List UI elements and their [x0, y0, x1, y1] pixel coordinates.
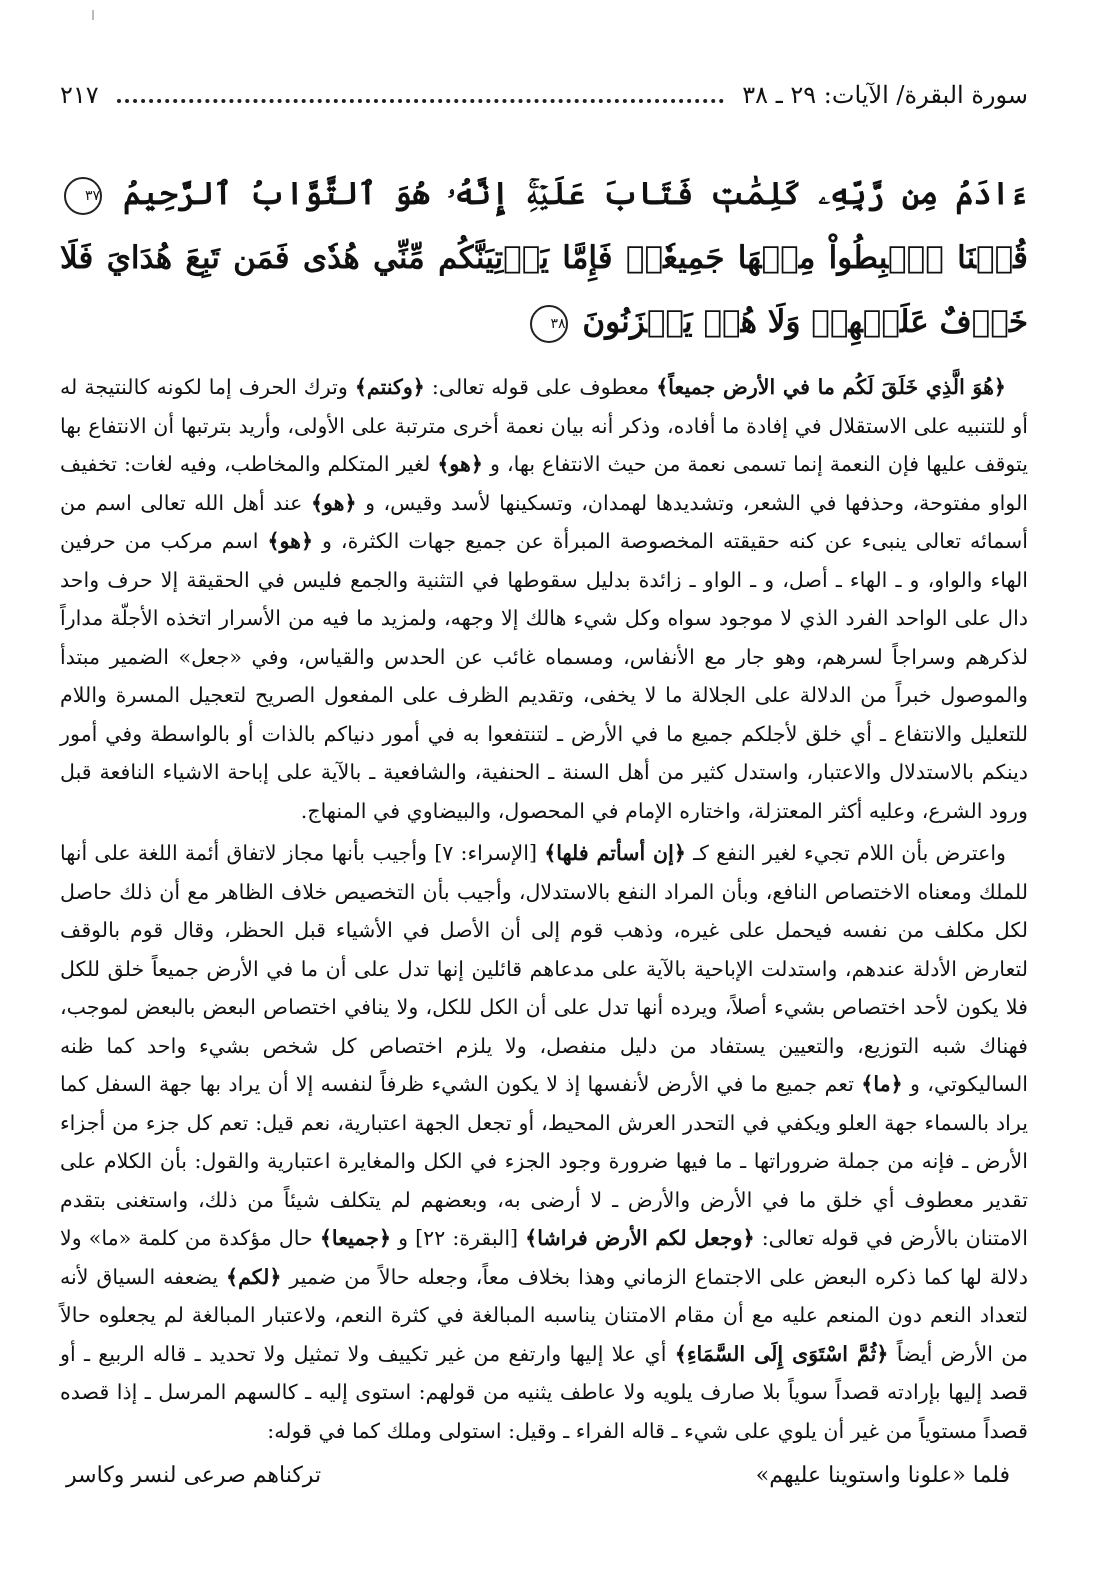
commentary-span: أي علا إليها وارتفع من غير تكييف ولا تمثيل ولا تحديد ـ قاله الربيع ـ أو قصد إليها بإرادته قصداً سوياً بلا صارف يلويه ولا عاطف يثنيه من قولهم: استوى إليه ـ كالسهم المرسل ـ إذا قصده قصداً مستوياً من غير أن يلوي على شيء ـ قاله الفراء ـ وقيل: استولى وملك كما في قوله: [60, 1341, 1028, 1443]
quran-quote: ﴿هو﴾ [310, 490, 357, 515]
quran-quote: ﴿ثُمَّ اسْتَوَى إِلَى السَّمَاءِ﴾ [674, 1341, 889, 1366]
commentary-span: حال مؤكدة من كلمة «ما» ولا دلالة لها كما ذكره البعض على الاجتماع الزماني وهذا بخلاف معاً، وجعله حالاً من ضمير [60, 1226, 1028, 1289]
commentary-span: اسم مركب من حرفين الهاء والواو، و ـ الهاء ـ أصل، و ـ الواو ـ زائدة بدليل سقوطها في التثنية والجمع فليس في الحقيقة إلا حرف واحد دال على الواحد الفرد الذي لا موجود سواه وكل شيء هالك إلا وجهه، ولمزيد ما فيه من الأسرار اتخذه الأجلّة مداراً لذكرهم وسراجاً لسرهم، وهو جار مع الأنفاس، ومسماه غائب عن الحدس والقياس، وفي «جعل» الضمير مبتدأ والموصول خبراً من الدلالة على الجلالة ما لا يخفى، وتقديم الظرف على المفعول الصريح لتعجيل المسرة واللام للتعليل والانتفاع ـ أي خلق لأجلكم جميع ما في الأرض ـ لتنتفعوا به في أمور دنياكم بالذات أو بالواسطة وفي أمور دينكم بالاستدلال والاعتبار، واستدل كثير من أهل السنة ـ الحنفية، والشافعية ـ بالآية على إباحة الاشياء النافعة قبل ورود الشرع، وعليه أكثر المعتزلة، واختاره الإمام في المحصول، والبيضاوي في المنهاج. [60, 529, 1028, 823]
quran-quote: ﴿لكم﴾ [226, 1264, 282, 1289]
commentary-span: وترك الحرف إما لكونه كالنتيجة له أو للتنبيه على الاستقلال في إفادة ما أفاده، وذكر أنه بيان نعمة أخرى مترتبة على الأولى، وأريد بترتبها أن الانتفاع بها يتوقف عليها فإن النعمة إنما تسمى نعمة من حيث الانتفاع بها، و [60, 375, 1028, 476]
quran-quote: ﴿إن أسأتم فلها﴾ [544, 841, 686, 865]
commentary-span: واعترض بأن اللام تجيء لغير النفع كـ [685, 841, 1006, 865]
commentary-span: [البقرة: ٢٢] و [391, 1226, 526, 1250]
quran-quote: ﴿هُوَ الَّذِي خَلَقَ لَكُم ما في الأرض جميعاً﴾ [656, 375, 1006, 399]
commentary-text [60, 368, 1028, 1450]
commentary-span: تعم جميع ما في الأرض لأنفسها إذ لا يكون الشيء ظرفاً لنفسه إلا أن يراد بها جهة السفل كما يراد بالسماء جهة العلو ويكفي في التحدر العرش المحيط، أو تجعل الجهة اعتبارية، نعم قيل: تعم كل جزء من أجزاء الأرض ـ فإنه من جملة ضروراتها ـ ما فيها ضرورة وجود الجزء في الكل والمغايرة اعتبارية والقول: بأن الكلام على تقدير معطوف أي خلق ما في الأرض والأرض ـ لا أرضى به، وبعضهم لم يتكلف شيئاً من ذلك، واستغنى بتقدم الامتنان بالأرض في قوله تعالى: [60, 1072, 1028, 1250]
quran-segment: ءَادَمُ مِن رَّبِّهِۦ كَلِمَٰتٖ فَتَابَ عَلَيۡهِۚ إِنَّهُۥ هُوَ ٱلتَّوَّابُ ٱلرَّحِيمُ [123, 176, 1028, 212]
commentary-paragraph [60, 834, 1028, 1450]
quran-quote: ﴿وكنتم﴾ [354, 375, 425, 399]
quran-quote: ﴿هو﴾ [267, 529, 314, 553]
ayah-number-marker: ٣٧ [64, 177, 102, 215]
verse-hemistich-second: تركناهم صرعى لنسر وكاسر [66, 1463, 322, 1488]
quran-quote: ﴿وجعل لكم الأرض فراشا﴾ [525, 1226, 755, 1250]
quran-quote: ﴿ما﴾ [861, 1072, 903, 1096]
quran-verses [60, 162, 1028, 354]
commentary-span: يضعفه السياق لأنه لتعداد النعم دون المنعم عليه مع أن مقام الامتنان يناسبه المبالغة في كثرة النعم، ولاعتبار المبالغة لم يجعلوه حالاً من الأرض أيضاً [60, 1264, 1028, 1366]
quran-quote: ﴿هو﴾ [437, 452, 483, 476]
commentary-paragraph [60, 368, 1028, 830]
quran-quote: ﴿جميعا﴾ [319, 1226, 392, 1250]
verse-hemistich-first: فلما «علونا واستوينا عليهم» [755, 1463, 1010, 1488]
commentary-span: [الإسراء: ٧] وأجيب بأنها مجاز لاتفاق أئمة اللغة على أنها للملك ومعناه الاختصاص النافع، وبأن المراد النفع بالاستدلال، وأجيب بأن التخصيص خلاف الظاهر مع أن ذلك حاصل لكل مكلف من نفسه فيحمل على غيره، وذهب قوم إلى أن الأصل في الأشياء قبل الحظر، وقال قوم بالوقف لتعارض الأدلة عندهم، واستدلت الإباحية بالآية على مدعاهم قائلين إنها تدل على أن ما في الأرض جميعاً خلق للكل فلا يكون لأحد اختصاص بشيء أصلاً، ويرده أنها تدل على أن الكل للكل، ولا ينافي اختصاص البعض بالبعض لموجب، فهناك شبه التوزيع، والتعيين يستفاد من دليل منفصل، ولا يلزم اختصاص كل شخص بشيء واحد كما ظنه الساليكوتي، و [60, 841, 1028, 1096]
commentary-span: لغير المتكلم والمخاطب، وفيه لغات: تخفيف الواو مفتوحة، وحذفها في الشعر، وتشديدها لهمدان، وتسكينها لأسد وقيس، و [60, 452, 1028, 515]
dotted-leader [117, 81, 725, 103]
commentary-span: عند أهل الله تعالى اسم من أسمائه تعالى ينبىء عن كنه حقيقته المخصوصة المبرأة عن جميع جهات الكثرة، و [60, 490, 1028, 553]
poetry-verse [60, 1456, 1028, 1496]
commentary-span: معطوف على قوله تعالى: [424, 375, 657, 399]
quran-segment: قُلۡنَا ٱهۡبِطُواْ مِنۡهَا جَمِيعٗاۖ فَإِمَّا يَأۡتِيَنَّكُم مِّنِّي هُدٗى فَمَن تَبِعَ هُدَايَ فَلَا خَوۡفٌ عَلَيۡهِمۡ وَلَا هُمۡ يَحۡزَنُونَ [60, 240, 1028, 340]
surah-title: سورة البقرة/ الآيات: ٢٩ ـ ٣٨ [742, 81, 1028, 109]
ayah-number-marker: ٣٨ [530, 305, 568, 343]
page-number: ٢١٧ [60, 81, 99, 109]
page-mark [92, 10, 94, 20]
running-head [60, 78, 1028, 118]
